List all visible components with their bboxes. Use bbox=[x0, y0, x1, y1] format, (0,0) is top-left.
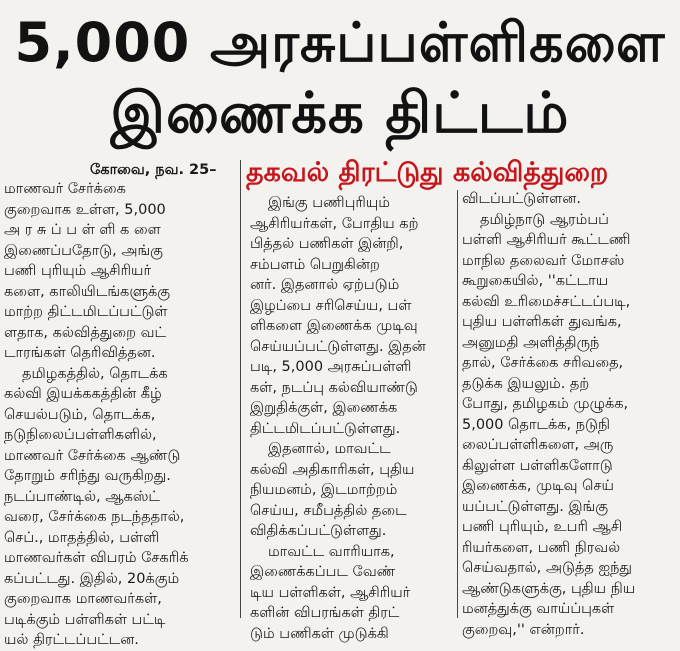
article-line: இங்கு பணிபுரியும் bbox=[268, 195, 390, 211]
article-line: கப்பட்டது. இதில், 20க்கும் bbox=[4, 570, 180, 587]
article-line: தடுக்க இயலும். தற் bbox=[462, 375, 590, 392]
article-line: கூறுகையில், ''கட்டாய bbox=[462, 273, 609, 289]
article-line: கள், நடப்பு கல்வியாண்டு bbox=[250, 379, 418, 396]
article-line: ளிகளை இணைக்க முடிவு bbox=[250, 318, 418, 334]
article-line: 5,000 தொடக்க, நடுநி bbox=[462, 416, 610, 433]
article-line: தமிழ்நாடு ஆரம்பப் bbox=[480, 211, 609, 228]
article-line: சம்பளம் பெறுகின்ற bbox=[250, 256, 380, 273]
article-line: ரியர்களை, பணி நிரவல் bbox=[462, 539, 621, 556]
article-line: இணைப்பதோடு, அங்கு bbox=[4, 242, 163, 259]
column-divider bbox=[240, 160, 241, 618]
article-column-1 bbox=[4, 179, 236, 651]
article-line: லைப்பள்ளிகளை, அரு bbox=[462, 437, 614, 453]
article-line: செய்ய, சமீபத்தில் தடை bbox=[250, 502, 407, 519]
article-line: கல்வி உரிமைச்சட்டப்படி, bbox=[462, 293, 631, 310]
article-line: தமிழகத்தில், தொடக்க bbox=[22, 365, 168, 382]
article-line: மாணவர் சேர்க்கை ஆண்டு bbox=[4, 447, 181, 464]
article-line: நடுநிலைப்பள்ளிகளில், bbox=[4, 427, 157, 443]
article-line: செயல்படும், தொடக்க, bbox=[4, 406, 156, 423]
article-line: பள்ளி ஆசிரியர் கூட்டணி bbox=[462, 232, 631, 248]
headline-line-1: 5,000 அரசுப்பள்ளிகளை bbox=[14, 11, 666, 74]
article-line: கிலுள்ள பள்ளிகளோடு bbox=[462, 457, 613, 474]
article-line: களை, காலியிடங்களுக்கு bbox=[4, 283, 171, 300]
article-line: நியமனம், இடமாற்றம் bbox=[250, 482, 398, 498]
article-line: செய்வதால், அடுத்த ஐந்து bbox=[462, 560, 632, 576]
article-line: மாநில தலைவர் மோசஸ் bbox=[462, 252, 625, 269]
article-line: மாவட்ட வாரியாக, bbox=[268, 543, 395, 560]
article-line: குறைவாக மாணவர்கள், bbox=[4, 591, 162, 607]
article-line: ஆண்டுகளுக்கு, புதிய நிய bbox=[462, 580, 636, 597]
article-line: டிய பள்ளிகள், ஆசிரியர் bbox=[250, 584, 411, 601]
article-line: மாணவர்கள் விபரம் சேகரிக் bbox=[4, 550, 189, 566]
article-line: மாணவர் சேர்க்கை bbox=[4, 181, 126, 197]
article-line: இழப்பை சரிசெய்ய, பள் bbox=[250, 297, 412, 314]
article-line: களின் விபரங்கள் திரட் bbox=[250, 605, 400, 621]
article-line: திட்டமிடப்பட்டுள்ளது. bbox=[250, 420, 401, 437]
article-line: இதனால், மாவட்ட bbox=[268, 441, 391, 457]
dateline-block bbox=[90, 160, 235, 181]
article-line: படிக்கும் பள்ளிகள் பட்டி bbox=[4, 611, 166, 628]
article-line: புதிய பள்ளிகள் துவங்க, bbox=[462, 314, 622, 330]
dateline: கோவை, நவ. 25– bbox=[90, 162, 217, 178]
article-line: இணைக்க, முடிவு செய் bbox=[462, 478, 614, 494]
article-line: தோறும் சரிந்து வருகிறது. bbox=[4, 468, 171, 484]
headline-line-2: இணைக்க திட்டம் bbox=[110, 81, 570, 146]
article-line: தால், சேர்க்கை சரிவதை, bbox=[462, 355, 624, 371]
article-line: யல் திரட்டப்பட்டன. bbox=[4, 632, 139, 648]
article-line: டாரங்கள் தெரிவித்தன. bbox=[4, 345, 156, 361]
article-line: குறைவு,'' என்றார். bbox=[462, 621, 585, 638]
article-line: போது, தமிழகம் முழுக்க, bbox=[462, 396, 629, 412]
article-line: பணி புரியும், உபரி ஆசி bbox=[462, 519, 623, 535]
article-line: டும் பணிகள் முடுக்கி bbox=[250, 625, 389, 642]
article-line: மாற்ற திட்டமிடப்பட்டுள் bbox=[4, 304, 168, 320]
article-line: இறுதிக்குள், இணைக்க bbox=[250, 400, 398, 416]
article-line: படி, 5,000 அரசுப்பள்ளி bbox=[250, 359, 412, 375]
subheadline: தகவல் திரட்டுது கல்வித்துறை bbox=[246, 157, 609, 188]
article-column-2 bbox=[250, 193, 455, 644]
article-line: மனத்துக்கு வாய்ப்புகள் bbox=[462, 601, 615, 617]
article-line: யப்பட்டுள்ளது. இங்கு bbox=[462, 498, 609, 515]
article-line: வரை, சேர்க்கை நடந்ததால், bbox=[4, 509, 185, 525]
article-line: கல்வி இயக்ககத்தின் கீழ் bbox=[4, 386, 162, 402]
article-line: செப்., மாதத்தில், பள்ளி bbox=[4, 529, 160, 546]
article-line: கல்வி அதிகாரிகள், புதிய bbox=[250, 461, 415, 478]
article-line: குறைவாக உள்ள, 5,000 bbox=[4, 201, 166, 218]
article-line: பணி புரியும் ஆசிரியர் bbox=[4, 263, 152, 279]
article-line: ஆசிரியர்கள், போதிய கற் bbox=[250, 215, 419, 232]
article-line: இணைக்கப்பட வேண் bbox=[250, 564, 396, 580]
article-line: பித்தல் பணிகள் இன்றி, bbox=[250, 236, 404, 252]
article-line: நடப்பாண்டில், ஆகஸ்ட் bbox=[4, 488, 160, 505]
article-line: அ ர சு ப் ப ள் ளி க ளை bbox=[4, 222, 161, 238]
article-line: ளதாக, கல்வித்துறை வட் bbox=[4, 324, 167, 341]
article-line: னர். இதனால் ஏற்படும் bbox=[250, 277, 400, 293]
article-line: அனுமதி அளித்திருந் bbox=[462, 334, 600, 351]
article-column-3 bbox=[462, 189, 674, 640]
article-line: விதிக்கப்பட்டுள்ளது. bbox=[250, 523, 387, 539]
article-line: செய்யப்பட்டுள்ளது. இதன் bbox=[250, 338, 426, 355]
column-divider bbox=[457, 190, 458, 618]
article-line: விடப்பட்டுள்ளன. bbox=[462, 191, 581, 207]
